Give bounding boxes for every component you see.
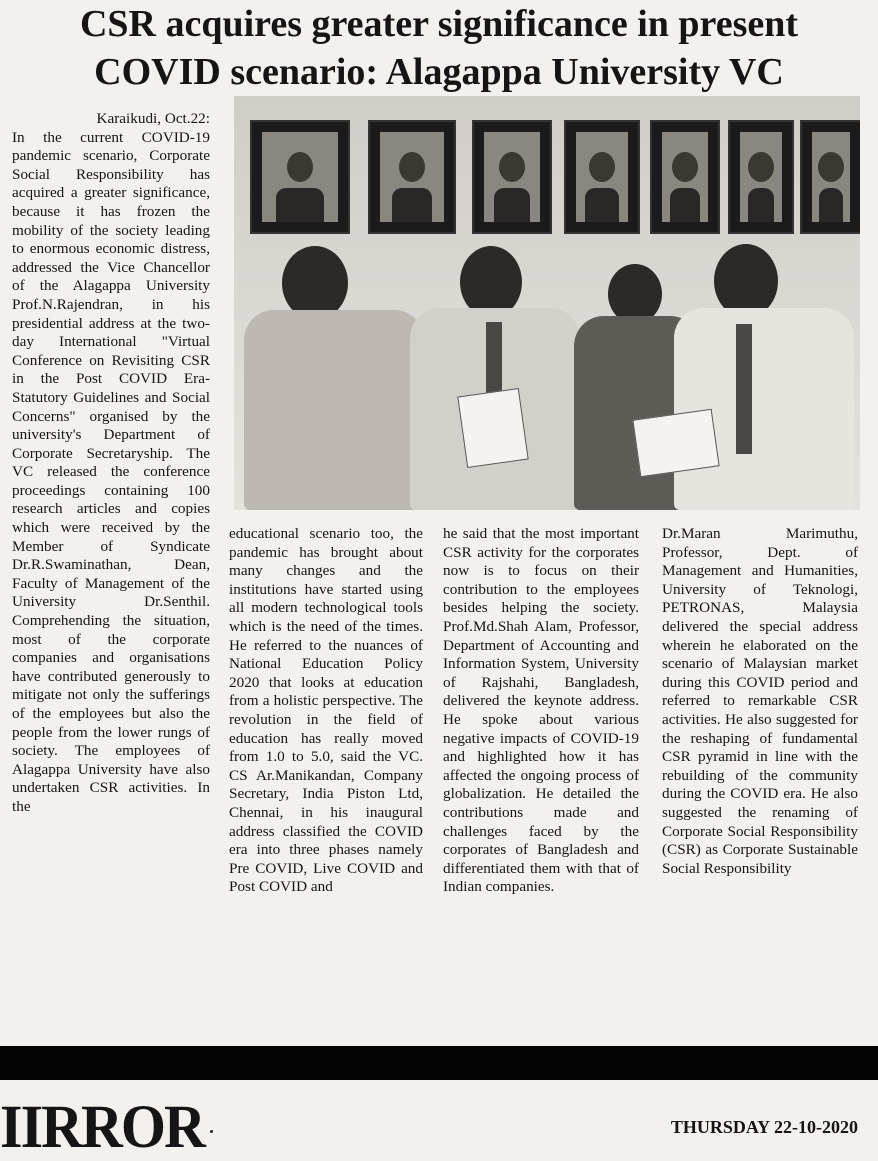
article-column-4 — [662, 525, 858, 878]
dateline: Karaikudi, Oct.22: — [96, 110, 210, 127]
newspaper-masthead: IIRROR — [0, 1092, 204, 1161]
portrait-frame — [800, 120, 860, 234]
article-column-1 — [12, 110, 210, 817]
portrait-frame — [368, 120, 456, 234]
headline-line-1: CSR acquires greater significance in present — [79, 3, 799, 45]
proceedings-copy — [632, 409, 719, 478]
portrait-frame — [728, 120, 794, 234]
footer-band — [0, 1046, 878, 1080]
column-1-text: In the current COVID-19 pandemic scenario, Corporate Social Responsibility has acquired a greater significance, because it has frozen the mobility of the society leading to enormous economic distress, addressed the Vice Chancellor of the Alagappa University Prof.N.Rajendran, in his presidential address at the two-day International "Virtual Conference on Revisiting CSR in the Post COVID Era-Statutory Guidelines and Social Concerns" organised by the university's Department of Corporate Secretaryship. The VC released the conference proceedings containing 100 research articles and copies which were received by the Member of Syndicate Dr.R.Swaminathan, Dean, Faculty of Management of the University Dr.Senthil. Comprehending the situation, most of the corporate companies and organisations have contributed generously to mitigate not only the sufferings of the employees but also the people from the lower rungs of society. The employees of Alagappa University have also undertaken CSR activities. In the — [12, 128, 210, 815]
column-2-text: educational scenario too, the pandemic has brought about many changes and the institutions have started using all modern technological tools which is the need of the times. He referred to the nuances of National Education Policy 2020 that looks at education from a holistic perspective. The revolution in the field of education has really moved from 1.0 to 5.0, said the VC. CS Ar.Manikandan, Company Secretary, India Piston Ltd, Chennai, in his inaugural address classified the COVID era into three phases namely Pre COVID, Live COVID and Post COVID and — [229, 525, 423, 896]
person-2 — [410, 246, 580, 510]
article-column-2 — [229, 525, 423, 897]
headline-line-2: COVID scenario: Alagappa University VC — [94, 51, 784, 93]
speck — [210, 1130, 213, 1133]
proceedings-book — [457, 388, 528, 468]
portrait-frame — [250, 120, 350, 234]
article-headline — [0, 0, 878, 96]
article-column-3 — [443, 525, 639, 897]
portrait-frame — [650, 120, 720, 234]
news-photo — [234, 96, 860, 510]
portrait-frame — [564, 120, 640, 234]
portrait-frame — [472, 120, 552, 234]
issue-date: THURSDAY 22-10-2020 — [670, 1117, 858, 1137]
column-3-text: he said that the most important CSR activity for the corporates now is to focus on their contribution to the employees besides helping the society. Prof.Md.Shah Alam, Professor, Department of Accounting and Information System, University of Rajshahi, Bangladesh, delivered the keynote address. He spoke about various negative impacts of COVID-19 and highlighted how it has affected the ongoing process of globalization. He detailed the contributions made and challenges faced by the corporates of Bangladesh and differentiated them with that of Indian companies. — [443, 525, 639, 896]
column-4-text: Dr.Maran Marimuthu, Professor, Dept. of Management and Humanities, University of Teknologi, PETRONAS, Malaysia delivered the special address wherein he elaborated on the scenario of Malaysian market during this COVID period and referred to remarkable CSR activities. He also suggested for the reshaping of fundamental CSR pyramid in line with the rebuilding of the community during the COVID era. He also suggested the renaming of Corporate Social Responsibility (CSR) as Corporate Sustainable Social Responsibility — [662, 525, 858, 877]
person-4 — [664, 244, 854, 510]
